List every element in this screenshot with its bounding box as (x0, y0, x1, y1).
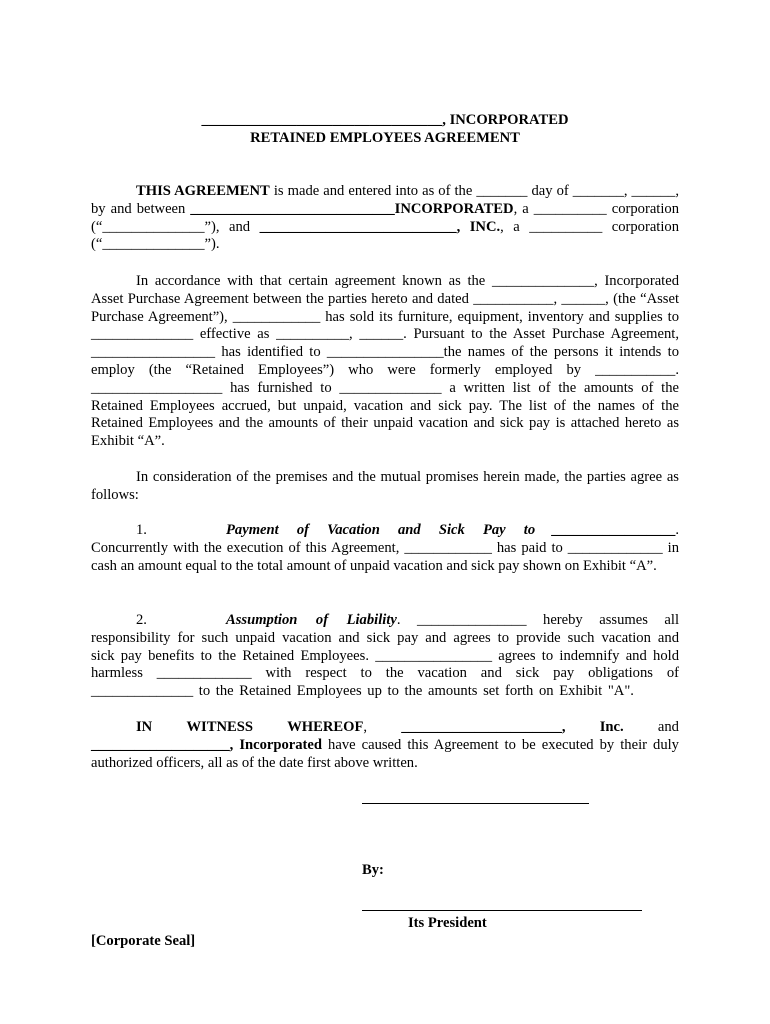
opening-text-2: , a __________ corporation (“______________”), and (91, 200, 679, 235)
section-2-heading-end: . (396, 612, 401, 628)
title-line-2: RETAINED EMPLOYEES AGREEMENT (250, 129, 520, 146)
section-2-number: 2. (136, 612, 147, 628)
section-1-text: Concurrently with the execution of this Agreement, ____________ has paid to _____________ in cash an amount equal to the total amount of unpaid vacation and sick pay shown on Exhibit “A”. (91, 539, 679, 574)
title-line-1 (91, 112, 679, 130)
witness-inc: Inc. (599, 719, 624, 735)
by-label: By: (362, 862, 384, 878)
witness-word-whereof: WHEREOF, (287, 719, 368, 735)
signature-line-2 (362, 910, 642, 911)
its-president-label: Its President (408, 915, 487, 931)
signature-line-1 (362, 803, 589, 804)
witness-and: and (657, 719, 679, 735)
witness-party2-blank: ___________________ (91, 736, 230, 753)
party2-suffix: , INC. (456, 218, 501, 235)
party1-suffix: INCORPORATED (394, 200, 514, 217)
witness-text: have caused this Agreement to be executed by their duly authorized officers, all as of the date first above written. (91, 736, 679, 771)
this-agreement-label: THIS AGREEMENT (136, 183, 270, 199)
section-1 (91, 522, 679, 575)
consideration-paragraph (91, 469, 679, 505)
opening-text-1: is made and entered into as of the _______ day of _______, ______, by and between (91, 183, 679, 217)
section-1-heading-blank: _________________ (551, 522, 676, 538)
section-1-heading: Payment of Vacation and Sick Pay to (226, 522, 536, 538)
section-2 (91, 612, 679, 701)
corporate-seal-label: [Corporate Seal] (91, 933, 196, 949)
witness-party1: ______________________, (401, 719, 566, 735)
witness-line-1 (91, 719, 679, 737)
consideration-text: In consideration of the premises and the mutual promises herein made, the parties agree as follows: (91, 469, 679, 503)
title-company-suffix: , INCORPORATED (442, 112, 569, 128)
title-company-blank: _________________________________ (201, 112, 443, 128)
opening-paragraph (91, 183, 679, 254)
section-1-number: 1. (136, 522, 147, 538)
witness-word-in: IN (136, 719, 153, 735)
witness-word-witness: WITNESS (186, 719, 253, 735)
section-2-heading: Assumption of Liability (226, 612, 397, 628)
background-text: In accordance with that certain agreement known as the ______________, Incorporated Asset Purchase Agreement between the parties hereto and dated ___________, ______, (the “Asset Purchase Agreement”), ____________ has sold its furniture, equipment, inventory and supplies to ______________ effective as __________, ______. Pursuant to the Asset Purchase Agreement, _________________ has identified to ________________the names of the persons it intends to employ (the “Retained Employees”) who were formerly employed by ___________. __________________ has furnished to ______________ a written list of the amounts of the Retained Employees accrued, but unpaid, vacation and sick pay. The list of the names of the Retained Employees and the amounts of their unpaid vacation and sick pay is attached hereto as Exhibit “A”. (91, 273, 679, 450)
party1-blank: ____________________________ (190, 200, 395, 217)
background-paragraph (91, 273, 679, 451)
witness-paragraph (91, 719, 679, 772)
opening-text-3: , a __________ corporation (“______________”). (91, 218, 680, 253)
witness-party2-suffix: , Incorporated (229, 736, 323, 753)
witness-line-2 (91, 737, 679, 773)
section-1-heading-end: . (675, 522, 679, 538)
document-title (91, 112, 679, 148)
party2-blank: ___________________________ (259, 218, 457, 235)
section-2-text: _______________ hereby assumes all responsibility for such unpaid vacation and sick pay and agrees to provide such vacation and sick pay benefits to the Retained Employees. ________________ agrees to indemnify and hold harmless _____________ with respect to the vacation and sick pay obligations of ______________ to the Retained Employees up to the amounts set forth on Exhibit "A". (91, 612, 680, 700)
